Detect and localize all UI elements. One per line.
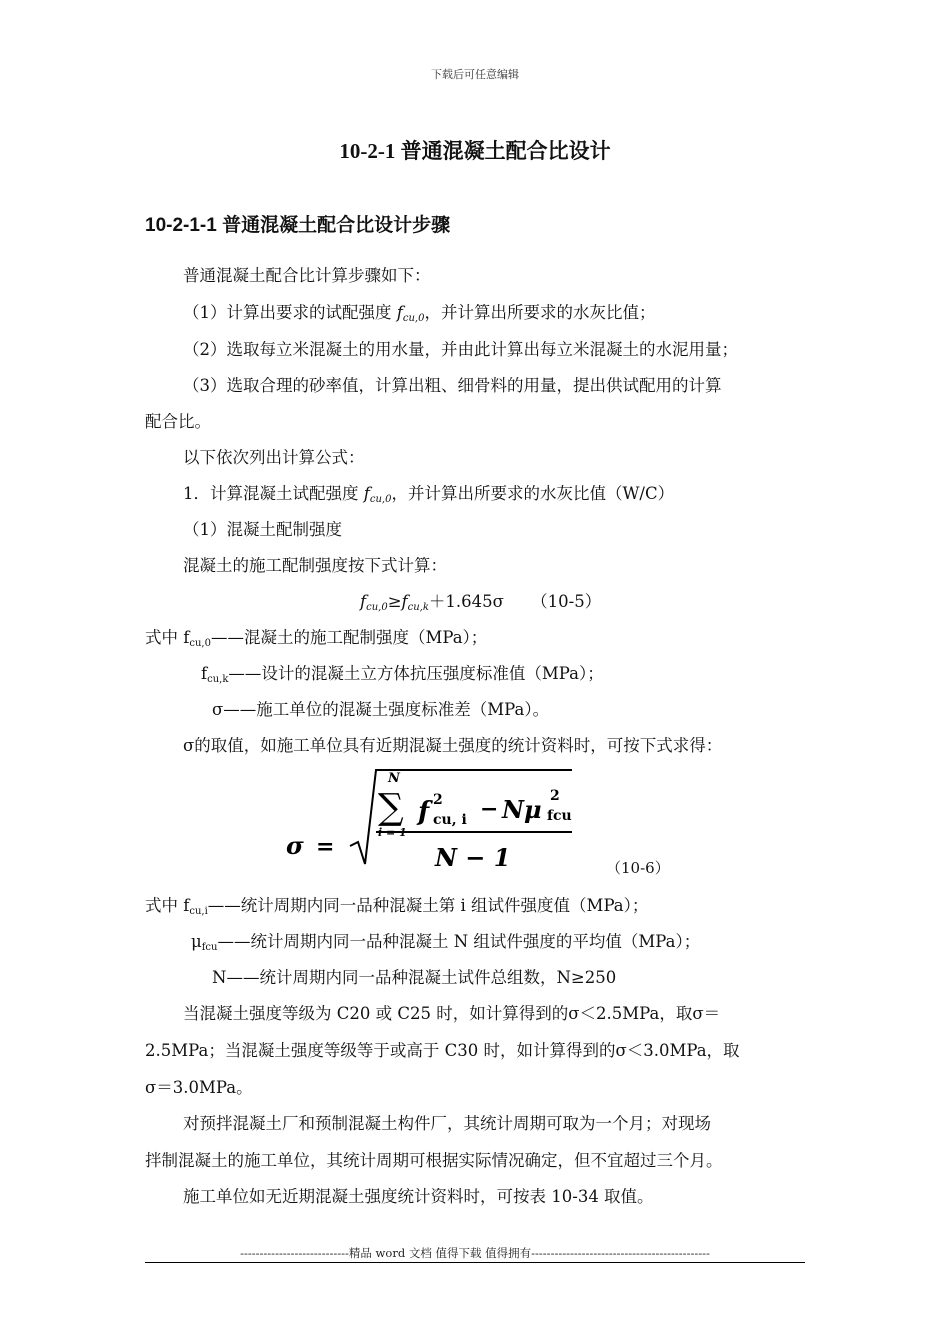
def2-text-end: ——设计的混凝土立方体抗压强度标准值（MPa）； — [228, 664, 604, 683]
def1-text: 式中 f — [145, 628, 190, 647]
calc-intro: 混凝土的施工配制强度按下式计算： — [183, 556, 447, 575]
eq5-subscript-1: cu,0 — [366, 602, 388, 613]
para-1-line-3: σ＝3.0MPa。 — [145, 1078, 253, 1097]
def5-subscript: fcu — [201, 942, 218, 953]
item-1-text: 1．计算混凝土试配强度 — [183, 484, 364, 503]
eq5-rest: ＋1.645σ — [428, 592, 504, 611]
definition-fcui — [145, 896, 648, 922]
para-2-line-1: 对预拌混凝土厂和预制混凝土构件厂，其统计周期可取为一个月；对现场 — [183, 1114, 711, 1133]
definition-fcu0 — [145, 628, 487, 654]
eq6-f-sup: 2 — [433, 792, 443, 808]
eq6-mu-sub: fcu — [547, 808, 572, 824]
sum-lower-limit: i = 1 — [378, 826, 407, 839]
para-1-line-1: 当混凝土强度等级为 C20 或 C25 时，如计算得到的σ＜2.5MPa，取σ＝ — [183, 1004, 721, 1023]
step-1-symbol: f — [396, 303, 403, 322]
eq6-minus: − — [480, 796, 499, 822]
eq5-number: （10-5） — [531, 592, 602, 611]
eq6-n-mu: Nμ — [502, 795, 542, 824]
eq5-symbol-1: f — [360, 592, 367, 611]
sum-upper-limit: N — [388, 771, 400, 786]
item-1-symbol: f — [363, 484, 370, 503]
summation-sign: ∑ — [378, 787, 404, 828]
para-3: 施工单位如无近期混凝土强度统计资料时，可按表 10-34 取值。 — [183, 1187, 654, 1206]
def5-text: μ — [191, 932, 202, 951]
def1-subscript: cu,0 — [189, 638, 211, 649]
def5-text-end: ——统计周期内同一品种混凝土 N 组试件强度的平均值（MPa）； — [217, 932, 701, 951]
equation-10-6-graphic — [280, 764, 590, 874]
step-1-subscript: cu,0 — [402, 313, 425, 324]
page-title: 10-2-1 普通混凝土配合比设计 — [339, 139, 611, 163]
eq5-subscript-2: cu,k — [407, 602, 429, 613]
def4-text: 式中 f — [145, 896, 190, 915]
eq5-geq: ≥ — [387, 592, 402, 611]
def4-text-end: ——统计周期内同一品种混凝土第 i 组试件强度值（MPa）； — [207, 896, 649, 915]
step-3-line-1: （3）选取合理的砂率值，计算出粗、细骨料的用量，提出供试配用的计算 — [183, 376, 722, 395]
footer-rule — [145, 1262, 805, 1263]
header-note: 下载后可任意编辑 — [431, 68, 519, 81]
eq6-number: （10-6） — [606, 859, 670, 877]
eq6-f-sub: cu, i — [433, 812, 467, 828]
def2-subscript: cu,k — [207, 674, 229, 685]
item-1 — [183, 484, 674, 510]
definition-sigma: σ——施工单位的混凝土强度标准差（MPa）。 — [212, 700, 550, 719]
step-2: （2）选取每立米混凝土的用水量，并由此计算出每立米混凝土的水泥用量； — [183, 340, 738, 359]
step-1 — [183, 303, 655, 329]
def4-subscript: cu,i — [189, 906, 208, 917]
item-1-text-end: ，并计算出所要求的水灰比值（W/C） — [391, 484, 675, 503]
eq6-f: f — [418, 797, 430, 827]
para-1-line-2: 2.5MPa；当混凝土强度等级等于或高于 C30 时，如计算得到的σ＜3.0MPa，取 — [145, 1041, 740, 1060]
definition-n: N——统计周期内同一品种混凝土试件总组数，N≥250 — [212, 968, 617, 987]
eq6-denominator: N − 1 — [435, 843, 511, 872]
intro-line: 普通混凝土配合比计算步骤如下： — [183, 266, 431, 285]
eq6-equals: = — [316, 834, 335, 860]
definition-mu — [191, 932, 700, 958]
eq5-symbol-2: f — [401, 592, 408, 611]
formulas-intro: 以下依次列出计算公式： — [183, 448, 365, 467]
equation-10-5 — [360, 592, 601, 618]
def1-text-end: ——混凝土的施工配制强度（MPa）； — [210, 628, 488, 647]
step-1-text-end: ，并计算出所要求的水灰比值； — [424, 303, 656, 322]
step-1-text: （1）计算出要求的试配强度 — [183, 303, 397, 322]
eq6-sigma: σ — [286, 831, 304, 860]
section-heading: 10-2-1-1 普通混凝土配合比设计步骤 — [145, 215, 451, 236]
sub-item-1: （1）混凝土配制强度 — [183, 520, 342, 539]
sigma-intro: σ的取值，如施工单位具有近期混凝土强度的统计资料时，可按下式求得： — [183, 736, 723, 755]
para-2-line-2: 拌制混凝土的施工单位，其统计周期可根据实际情况确定，但不宜超过三个月。 — [145, 1151, 723, 1170]
item-1-subscript: cu,0 — [369, 494, 392, 505]
footer-text: ----------------------------精品 word 文档 值得下载 值得拥有---------------------------------------------- — [240, 1246, 710, 1260]
eq6-mu-sup: 2 — [550, 788, 560, 804]
def2-text: f — [201, 664, 208, 683]
definition-fcuk — [201, 664, 604, 690]
step-3-line-2: 配合比。 — [145, 412, 211, 431]
